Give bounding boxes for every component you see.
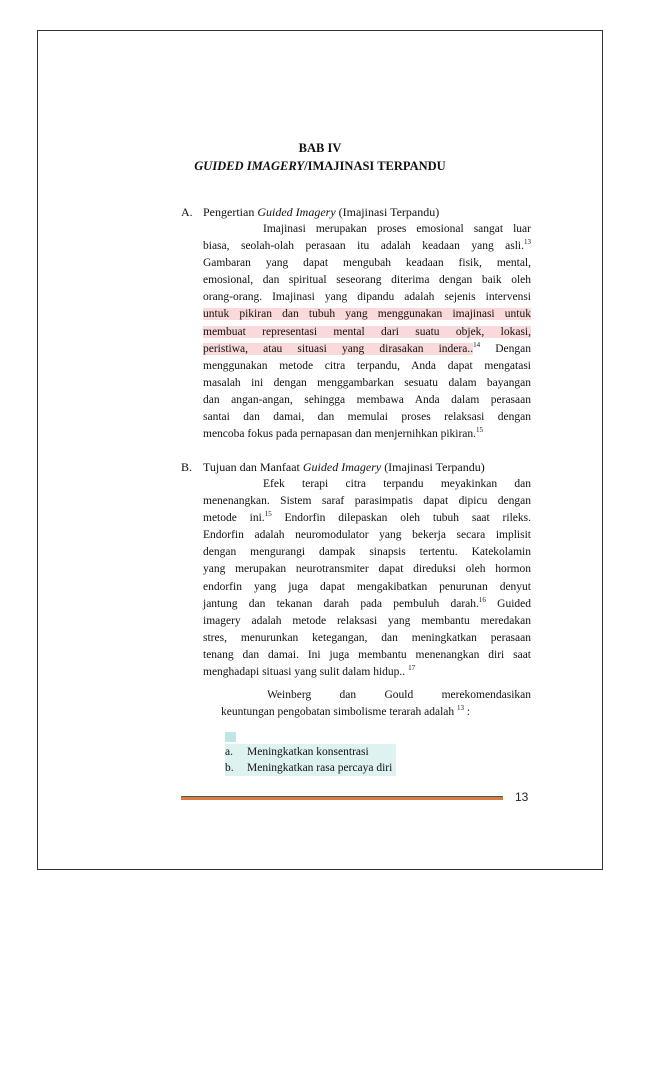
highlighted-text: peristiwa, atau situasi yang dirasakan indera.. [203, 342, 474, 355]
text-segment: Dengan [480, 342, 531, 355]
benefit-list [225, 732, 396, 776]
text-line: dan angan-angan, sehingga membawa Anda dalam perasaan [203, 393, 531, 406]
text-line [221, 704, 531, 721]
text-segment: biasa, seolah-olah perasaan itu adalah keadaan yang asli. [203, 240, 524, 253]
list-letter: b. [225, 762, 234, 774]
text-segment: Guided [485, 597, 531, 610]
text-line [203, 510, 531, 527]
text-segment: metode ini. [203, 512, 265, 525]
page-number: 13 [515, 790, 529, 804]
text-segment: : [464, 706, 471, 719]
highlighted-text: membuat representasi mental dari suatu objek, lokasi, [203, 325, 531, 338]
text-segment: keuntungan pengobatan simbolisme terarah adalah [221, 706, 455, 719]
chapter-label: BAB IV [298, 141, 342, 155]
text-line [203, 324, 531, 341]
footer-rule [181, 796, 503, 800]
list-marker [225, 732, 236, 742]
text-line [203, 341, 531, 358]
section-a-paragraph [203, 221, 531, 443]
document-page [37, 30, 603, 870]
chapter-title-rest: /IMAJINASI TERPANDU [304, 159, 446, 173]
footnote-ref: 17 [408, 664, 416, 673]
section-b-heading-pre: Tujuan dan Manfaat [203, 460, 303, 474]
section-b-heading-post: (Imajinasi Terpandu) [381, 460, 485, 474]
footnote-ref: 15 [264, 510, 272, 519]
section-a-heading-pre: Pengertian [203, 205, 258, 219]
footnote-ref: 15 [476, 426, 484, 435]
text-line: Gambaran yang dapat mengubah keadaan fisik, mental, [203, 257, 531, 270]
text-segment: Endorfin dilepaskan oleh tubuh saat rileks. [271, 512, 531, 525]
section-a-heading-italic: Guided Imagery [257, 205, 336, 219]
section-b-number: B. [181, 460, 193, 474]
text-line: yang merupakan neurotransmiter dapat direduksi oleh hormon [203, 563, 531, 576]
text-line [203, 596, 531, 613]
text-line: santai dan damai, dan memulai proses relaksasi dengan [203, 411, 531, 424]
section-a-heading [181, 205, 439, 220]
section-b-paragraph [203, 476, 531, 681]
text-line: imagery adalah metode relaksasi yang membantu meredakan [203, 614, 531, 627]
section-b-heading-italic: Guided Imagery [302, 460, 382, 474]
text-line: menggunakan metode citra terpandu, Anda dapat mengatasi [203, 359, 531, 372]
footnote-ref: 13 [524, 238, 531, 247]
chapter-title-italic: GUIDED IMAGERY [194, 159, 305, 173]
text-line: tenang dan damai. Ini juga membantu menenangkan diri saat [203, 648, 531, 661]
list-item [225, 760, 396, 776]
text-line: emosional, dan spiritual seseorang diterima dengan baik oleh [203, 274, 531, 287]
text-line: Efek terapi citra terpandu meyakinkan dan [263, 478, 531, 490]
footnote-ref: 16 [478, 595, 486, 604]
highlighted-text: untuk pikiran dan tubuh yang menggunakan imajinasi untuk [203, 308, 531, 321]
text-line: dengan mengurangi dampak sinapsis tertentu. Katekolamin [203, 546, 531, 559]
text-line [203, 238, 531, 255]
text-line [203, 664, 531, 681]
text-line: stres, menurunkan ketegangan, dan meningkatkan perasaan [203, 631, 531, 644]
list-item [225, 744, 396, 760]
footnote-ref: 14 [473, 340, 481, 349]
footnote-ref: 13 [457, 704, 464, 713]
text-line: Endorfin adalah neuromodulator yang bekerja secara implisit [203, 529, 531, 542]
text-segment: menghadapi situasi yang sulit dalam hidup.. [203, 666, 406, 679]
text-line: Imajinasi merupakan proses emosional sangat luar [263, 223, 531, 235]
section-a-number: A. [181, 205, 193, 219]
text-line: masalah ini dengan menggambarkan sesuatu dalam bayangan [203, 376, 531, 389]
text-line: Weinberg dan Gould merekomendasikan [267, 689, 531, 701]
chapter-title [38, 159, 602, 174]
list-letter: a. [225, 746, 233, 758]
text-line: menenangkan. Sistem saraf parasimpatis dapat dipicu dengan [203, 495, 531, 508]
list-text: Meningkatkan rasa percaya diri [247, 762, 393, 774]
text-line [203, 306, 531, 323]
text-line: orang-orang. Imajinasi yang dipandu adalah sejenis intervensi [203, 291, 531, 304]
text-segment: jantung dan tekanan darah pada pembuluh darah. [203, 597, 479, 610]
section-c-paragraph [221, 687, 531, 721]
section-a-heading-post: (Imajinasi Terpandu) [335, 205, 440, 219]
list-text: Meningkatkan konsentrasi [247, 746, 369, 758]
section-b-heading [181, 460, 485, 475]
text-segment: mencoba fokus pada pernapasan dan menjernihkan pikiran. [203, 428, 477, 441]
text-line [203, 426, 531, 443]
text-line: endorfin yang juga dapat mengakibatkan penurunan denyut [203, 580, 531, 593]
